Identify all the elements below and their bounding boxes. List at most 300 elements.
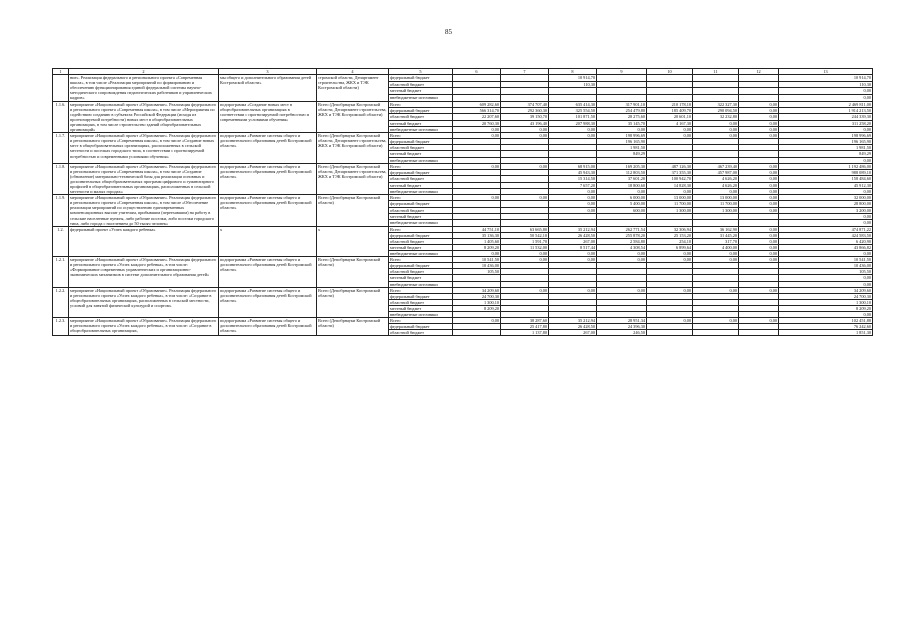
amount-cell: 63 665,80	[501, 226, 549, 232]
amount-cell: 0,00	[779, 88, 873, 95]
amount-cell: 26 428,50	[549, 324, 597, 330]
amount-cell: 0,00	[693, 120, 739, 126]
amount-cell: 0,00	[739, 207, 779, 213]
amount-cell: 11 700,00	[647, 201, 693, 207]
amount-cell: 45 912,30	[779, 182, 873, 188]
subprogram-cell: подпрограмма «Развитие системы общего и дополнительного образования детей Костромской области»	[219, 133, 317, 163]
executor-cell: Всего (Депобрнауки Костромской области, Департамент строительства, ЖКХ и ТЭК Костромской области)	[317, 133, 389, 163]
amount-cell: 267,00	[549, 238, 597, 244]
amount-cell: 4 308,54	[597, 245, 647, 251]
amount-cell: 11 532,00	[501, 245, 549, 251]
measure-name-cell: мероприятие «Национальный проект «Образование». Реализация федерального и регионального проекта «Современная школа», в том числе «Создание (обновление) материально-технической базы для реализации основных и дополнительных общеобразовательных программ цифрового и гуманитарного профилей в общеобразовательных организациях, расположенных в сельской местности и малых городах»	[69, 163, 219, 195]
amount-cell: 8 209,20	[453, 245, 501, 251]
amount-cell: 35 212,94	[549, 318, 597, 324]
amount-cell: 210 178,10	[647, 101, 693, 107]
amount-cell: 0,00	[549, 126, 597, 132]
amount-cell: 457 987,00	[693, 169, 739, 175]
amount-cell: 0,00	[453, 163, 501, 169]
amount-cell: 18 800,60	[597, 182, 647, 188]
amount-cell: 424 583,50	[779, 232, 873, 238]
amount-cell: 8 517,44	[549, 245, 597, 251]
amount-cell	[501, 81, 549, 88]
amount-cell: 290 094,50	[693, 107, 739, 113]
amount-cell: 0,00	[779, 157, 873, 163]
measure-name-cell: мероприятие «Национальный проект «Образование». Реализация федерального и регионального проекта «Успех каждого ребенка», в том числе: «Формирование современных управленческих и организационно-экономических механизмов в системе дополнительного образования детей»	[69, 257, 219, 287]
amount-cell: 0,00	[739, 318, 779, 324]
subprogram-cell: подпрограмма «Развитие системы общего и дополнительного образования детей Костромской области»	[219, 257, 317, 287]
amount-cell: 374 707,40	[501, 101, 549, 107]
amount-cell: 254 479,80	[597, 107, 647, 113]
header-cell: 13	[779, 69, 873, 75]
funding-source-cell: областной бюджет	[389, 207, 453, 213]
amount-cell	[693, 88, 739, 95]
amount-cell	[549, 88, 597, 95]
amount-cell: 15 314,50	[549, 176, 597, 182]
funding-source-cell: Всего	[389, 257, 453, 263]
item-number-cell: 1.1.8.	[53, 163, 69, 195]
executor-cell: Всего (Депобрнауки Костромской области, Департамент строительства, ЖКХ и ТЭК Костромской области)	[317, 163, 389, 195]
amount-cell: 0,00	[597, 251, 647, 257]
amount-cell: 0,00	[739, 101, 779, 107]
amount-cell: 35 212,94	[549, 226, 597, 232]
amount-cell	[501, 94, 549, 101]
amount-cell: 0,00	[647, 251, 693, 257]
amount-cell: 1 300,10	[453, 299, 501, 305]
amount-cell: 322 327,30	[693, 101, 739, 107]
subprogram-cell: мы общего и дополнительного образования детей Костромской области»	[219, 75, 317, 101]
amount-cell: 102 451,88	[779, 318, 873, 324]
item-number-cell: 1.2.	[53, 226, 69, 256]
subprogram-cell: подпрограмма «Развитие системы общего и дополнительного образования детей Костромской области»	[219, 195, 317, 227]
subprogram-cell: подпрограмма «Развитие системы общего и дополнительного образования детей Костромской области»	[219, 163, 317, 195]
amount-cell	[647, 94, 693, 101]
amount-cell: 0,00	[549, 133, 597, 139]
amount-cell: 26 428,50	[549, 232, 597, 238]
amount-cell: 0,00	[739, 251, 779, 257]
amount-cell	[597, 81, 647, 88]
amount-cell: 0,00	[739, 133, 779, 139]
amount-cell: 487 126,30	[647, 163, 693, 169]
amount-cell	[693, 75, 739, 82]
amount-cell: 0,00	[453, 251, 501, 257]
funding-source-cell: внебюджетные источники	[389, 126, 453, 132]
amount-cell	[647, 88, 693, 95]
amount-cell	[739, 94, 779, 101]
amount-cell: 0,00	[739, 188, 779, 194]
amount-cell: 0,00	[739, 245, 779, 251]
amount-cell: 0,00	[597, 287, 647, 293]
funding-source-cell: областной бюджет	[389, 269, 453, 275]
amount-cell: 0,00	[549, 257, 597, 263]
amount-cell: 0,00	[647, 318, 693, 324]
funding-source-cell: Всего	[389, 226, 453, 232]
funding-source-cell: внебюджетные источники	[389, 312, 453, 318]
amount-cell: 0,00	[739, 287, 779, 293]
amount-cell: 8 209,20	[779, 305, 873, 311]
amount-cell: 371 355,30	[647, 169, 693, 175]
funding-source-cell: местный бюджет	[389, 305, 453, 311]
amount-cell: 5 400,00	[597, 201, 647, 207]
amount-cell: 0,00	[693, 133, 739, 139]
funding-source-cell: областной бюджет	[389, 299, 453, 305]
amount-cell: 20 760,30	[453, 120, 501, 126]
executor-cell: Всего (Депобрнауки Костромской области)	[317, 257, 389, 287]
amount-cell: 198 996,69	[597, 133, 647, 139]
amount-cell	[693, 94, 739, 101]
amount-cell: 292 360,30	[501, 107, 549, 113]
amount-cell: 169 205,30	[597, 163, 647, 169]
amount-cell: 207 988,30	[549, 120, 597, 126]
funding-source-cell: областной бюджет	[389, 238, 453, 244]
amount-cell	[501, 75, 549, 82]
amount-cell: 1 914 213,50	[779, 107, 873, 113]
amount-cell: 105,50	[779, 269, 873, 275]
funding-source-cell: федеральный бюджет	[389, 201, 453, 207]
funding-source-cell: областной бюджет	[389, 81, 453, 88]
amount-cell: 0,00	[453, 133, 501, 139]
funding-source-cell: федеральный бюджет	[389, 293, 453, 299]
amount-cell: 6 420,90	[779, 238, 873, 244]
amount-cell: 10 914,70	[549, 75, 597, 82]
amount-cell: 0,00	[739, 114, 779, 120]
amount-cell: 11 700,00	[693, 201, 739, 207]
amount-cell: 32 306,94	[647, 226, 693, 232]
amount-cell: 0,00	[739, 201, 779, 207]
funding-source-cell: Всего	[389, 133, 453, 139]
item-number-cell: 1.2.1.	[53, 257, 69, 287]
measure-name-cell: мероприятие «Национальный проект «Образование». Реализация федерального и регионального проекта «Успех каждого ребенка», в том числе: «Создание в общеобразовательных организациях, расположенных в сельской местности, условий для занятий физической культурой и спортом»	[69, 287, 219, 317]
amount-cell	[739, 75, 779, 82]
amount-cell	[549, 94, 597, 101]
amount-cell: 0,00	[739, 238, 779, 244]
amount-cell: 10 541,50	[453, 257, 501, 263]
amount-cell: 0,00	[739, 120, 779, 126]
amount-cell: 988 089,10	[779, 169, 873, 175]
funding-source-cell: внебюджетные источники	[389, 188, 453, 194]
subprogram-cell: х	[219, 226, 317, 256]
amount-cell	[739, 81, 779, 88]
amount-cell: 262 771,54	[597, 226, 647, 232]
funding-source-cell: Всего	[389, 101, 453, 107]
amount-cell	[597, 94, 647, 101]
amount-cell: 0,00	[597, 257, 647, 263]
amount-cell: 28 951,34	[597, 318, 647, 324]
amount-cell: 0,00	[501, 257, 549, 263]
funding-source-cell: областной бюджет	[389, 330, 453, 336]
amount-cell: 4 400,00	[693, 245, 739, 251]
measure-name-cell: мероприятие «Национальный проект «Образование». Реализация федерального и регионального проекта «Современная школа», в том числе «Мероприятия по содействию созданию в субъектах Российской Федерации (исходя из прогнозируемой потребности) новых мест в общеобразовательных организациях, в том числе строительство зданий общеобразовательных организаций»	[69, 101, 219, 133]
header-cell: 7	[501, 69, 549, 75]
amount-cell: 1 405,60	[453, 238, 501, 244]
funding-source-cell: внебюджетные источники	[389, 251, 453, 257]
amount-cell: 0,00	[693, 251, 739, 257]
amount-cell: 32 000,00	[779, 195, 873, 201]
header-cell: 4	[317, 69, 389, 75]
item-number-cell	[53, 75, 69, 101]
funding-source-cell: местный бюджет	[389, 120, 453, 126]
funding-source-cell: внебюджетные источники	[389, 281, 453, 287]
header-cell: 6	[453, 69, 501, 75]
amount-cell: 36 162,90	[693, 226, 739, 232]
amount-cell: 635 414,30	[549, 101, 597, 107]
amount-cell: 0,00	[597, 126, 647, 132]
amount-cell: 20 601,10	[647, 114, 693, 120]
amount-cell: 22 207,60	[453, 114, 501, 120]
amount-cell: 267,00	[549, 330, 597, 336]
funding-source-cell: внебюджетные источники	[389, 157, 453, 163]
amount-cell: 10 541,50	[779, 257, 873, 263]
item-number-cell: 1.2.3.	[53, 318, 69, 336]
amount-cell: 849,29	[597, 151, 647, 157]
amount-cell: 325 554,50	[549, 107, 597, 113]
amount-cell: 0,00	[501, 163, 549, 169]
item-number-cell: 1.1.7.	[53, 133, 69, 163]
amount-cell	[501, 88, 549, 95]
amount-cell: 0,00	[501, 126, 549, 132]
funding-source-cell: федеральный бюджет	[389, 75, 453, 82]
amount-cell: 0,00	[779, 275, 873, 281]
amount-cell: 317 901,10	[597, 101, 647, 107]
amount-cell: 0,00	[453, 195, 501, 201]
amount-cell: 0,00	[693, 126, 739, 132]
amount-cell	[739, 330, 779, 336]
amount-cell: 10 436,00	[453, 263, 501, 269]
item-number-cell: 1.1.9.	[53, 195, 69, 227]
amount-cell: 246,50	[597, 330, 647, 336]
amount-cell: 0,00	[549, 207, 597, 213]
amount-cell: 101 871,50	[549, 114, 597, 120]
amount-cell: 1 981,50	[779, 145, 873, 151]
funding-source-cell: местный бюджет	[389, 275, 453, 281]
funding-source-cell: местный бюджет	[389, 214, 453, 220]
funding-source-cell: местный бюджет	[389, 245, 453, 251]
amount-cell: 0,00	[739, 257, 779, 263]
funding-source-cell: Всего	[389, 195, 453, 201]
amount-cell	[453, 88, 501, 95]
amount-cell: 24 396,30	[597, 324, 647, 330]
executor-cell: х	[317, 226, 389, 256]
amount-cell: 0,00	[501, 287, 549, 293]
amount-cell: 25 417,80	[501, 324, 549, 330]
amount-cell: 8 209,20	[453, 305, 501, 311]
amount-cell: 0,00	[453, 318, 501, 324]
amount-cell: 0,00	[739, 169, 779, 175]
funding-source-cell: местный бюджет	[389, 88, 453, 95]
amount-cell: 196 165,90	[597, 139, 647, 145]
amount-cell: 6 000,00	[597, 195, 647, 201]
amount-cell: 317,70	[693, 238, 739, 244]
measure-name-cell: мероприятие «Национальный проект «Образование». Реализация федерального и регионального проекта «Современная школа», в том числе «Обеспечение реализации мероприятий по осуществлению единовременных компенсационных выплат учителям, прибывшим (переехавшим) на работу в сельские населенные пункты, либо рабочие поселки, либо поселки городского типа, либо города с населением до 50 тысяч человек»	[69, 195, 219, 227]
funding-source-cell: Всего	[389, 163, 453, 169]
amount-cell: 45 943,30	[549, 169, 597, 175]
amount-cell: 24 700,30	[453, 293, 501, 299]
amount-cell: 0,00	[647, 133, 693, 139]
amount-cell: 1 591,70	[501, 238, 549, 244]
amount-cell: 13 000,00	[647, 195, 693, 201]
amount-cell: 467 239,40	[693, 163, 739, 169]
amount-cell: 0,00	[549, 287, 597, 293]
amount-cell: 25 153,20	[647, 232, 693, 238]
funding-source-cell: Всего	[389, 318, 453, 324]
amount-cell: 112 803,50	[597, 169, 647, 175]
amount-cell: 0,00	[549, 251, 597, 257]
amount-cell	[597, 75, 647, 82]
amount-cell: 35 136,30	[453, 232, 501, 238]
amount-cell: 0,00	[779, 188, 873, 194]
amount-cell: 0,00	[597, 188, 647, 194]
amount-cell: 0,00	[739, 107, 779, 113]
header-cell: 2	[69, 69, 219, 75]
executor-cell: Всего (Депобрнауки Костромской области, Департамент строительства, ЖКХ и ТЭК Костромской области)	[317, 101, 389, 133]
amount-cell: 0,00	[739, 163, 779, 169]
amount-cell	[453, 94, 501, 101]
amount-cell: 31 445,20	[693, 232, 739, 238]
amount-cell: 1 192 486,00	[779, 163, 873, 169]
executor-cell: Всего (Депобрнауки Костромской области)	[317, 195, 389, 227]
amount-cell: 24 700,30	[779, 293, 873, 299]
amount-cell: 185 409,70	[647, 107, 693, 113]
amount-cell: 0,00	[739, 226, 779, 232]
amount-cell: 0,00	[693, 257, 739, 263]
amount-cell: 0,00	[693, 287, 739, 293]
amount-cell: 4 626,20	[693, 182, 739, 188]
amount-cell: 34 209,60	[779, 287, 873, 293]
amount-cell: 28 800,00	[779, 201, 873, 207]
amount-cell: 566 314,70	[453, 107, 501, 113]
executor-cell: Всего (Депобрнауки Костромской области)	[317, 318, 389, 336]
amount-cell: 255 878,20	[597, 232, 647, 238]
amount-cell: 1 300,00	[693, 207, 739, 213]
table-row	[53, 75, 873, 82]
amount-cell: 43 196,40	[501, 120, 549, 126]
amount-cell: 0,00	[739, 176, 779, 182]
amount-cell: 0,00	[779, 251, 873, 257]
amount-cell	[693, 81, 739, 88]
amount-cell: 105,50	[453, 269, 501, 275]
header-cell: 12	[739, 69, 779, 75]
amount-cell: 0,00	[549, 195, 597, 201]
amount-cell: 39 150,70	[501, 114, 549, 120]
amount-cell: 1 300,00	[647, 207, 693, 213]
funding-source-cell: внебюджетные источники	[389, 220, 453, 226]
amount-cell: 198 996,69	[779, 133, 873, 139]
measure-name-cell: мероприятие «Национальный проект «Образование». Реализация федерального и регионального проекта «Современная школа», в том числе «Создание новых мест в общеобразовательных организациях, расположенных в сельской местности и поселках городского типа, в соответствии с прогнозируемой потребностью и современными условиями обучения»	[69, 133, 219, 163]
amount-cell: 0,00	[693, 318, 739, 324]
amount-cell	[453, 81, 501, 88]
header-cell: 1	[53, 69, 69, 75]
amount-cell: 1 981,50	[597, 145, 647, 151]
amount-cell: 254,10	[647, 238, 693, 244]
amount-cell: 110,30	[549, 81, 597, 88]
amount-cell: 44 751,10	[453, 226, 501, 232]
amount-cell: 110,30	[779, 81, 873, 88]
amount-cell: 2 584,80	[597, 238, 647, 244]
funding-source-cell: внебюджетные источники	[389, 94, 453, 101]
header-cell: 3	[219, 69, 317, 75]
amount-cell: 100 942,70	[647, 176, 693, 182]
page-number: 85	[445, 28, 452, 36]
funding-source-cell: местный бюджет	[389, 182, 453, 188]
amount-cell: 13 000,00	[693, 195, 739, 201]
amount-cell: 10 914,70	[779, 75, 873, 82]
amount-cell: 28 275,60	[597, 114, 647, 120]
funding-source-cell: областной бюджет	[389, 114, 453, 120]
funding-source-cell: федеральный бюджет	[389, 324, 453, 330]
amount-cell: 35 145,70	[597, 120, 647, 126]
subprogram-cell: подпрограмма «Создание новых мест в общеобразовательных организациях в соответствии с прогнозируемой потребностью и современными условиями обучения»	[219, 101, 317, 133]
amount-cell	[693, 330, 739, 336]
amount-cell: 10 436,00	[779, 263, 873, 269]
amount-cell: 474 871,22	[779, 226, 873, 232]
amount-cell: 0,00	[779, 94, 873, 101]
funding-source-cell: федеральный бюджет	[389, 139, 453, 145]
measure-name-cell: ние». Реализация федерального и регионального проекта «Современная школа», в том числе «Реализация мероприятий по формированию и обеспечению функционирования единой федеральной системы научно-методического сопровождения педагогических работников и управленческих кадров»	[69, 75, 219, 101]
amount-cell: 196 165,90	[779, 139, 873, 145]
amount-cell: 0,00	[739, 182, 779, 188]
amount-cell: 2 469 811,00	[779, 101, 873, 107]
amount-cell: 0,00	[549, 201, 597, 207]
amount-cell: 38 287,60	[501, 318, 549, 324]
funding-source-cell: местный бюджет	[389, 151, 453, 157]
header-cell: 8	[549, 69, 597, 75]
header-cell: 11	[693, 69, 739, 75]
amount-cell	[647, 81, 693, 88]
amount-cell: 609 282,60	[453, 101, 501, 107]
amount-cell: 0,00	[501, 251, 549, 257]
amount-cell: 0,00	[779, 312, 873, 318]
amount-cell: 7 657,20	[549, 182, 597, 188]
amount-cell	[739, 88, 779, 95]
amount-cell: 0,00	[647, 287, 693, 293]
item-number-cell: 1.1.6.	[53, 101, 69, 133]
funding-source-cell: федеральный бюджет	[389, 169, 453, 175]
funding-source-cell: областной бюджет	[389, 145, 453, 151]
amount-cell: 4 626,20	[693, 176, 739, 182]
amount-cell: 4 167,30	[647, 120, 693, 126]
amount-cell: 600,00	[597, 207, 647, 213]
amount-cell: 0,00	[453, 126, 501, 132]
amount-cell: 1 851,30	[779, 330, 873, 336]
amount-cell: 68 915,00	[549, 163, 597, 169]
executor-cell: Всего (Депобрнауки Костромской области)	[317, 287, 389, 317]
executor-cell: стромской области, Департамент строительства, ЖКХ и ТЭК Костромской области)	[317, 75, 389, 101]
header-cell: 9	[597, 69, 647, 75]
amount-cell: 76 242,60	[779, 324, 873, 330]
amount-cell	[597, 88, 647, 95]
amount-cell: 1 300,10	[779, 299, 873, 305]
funding-source-cell: Всего	[389, 287, 453, 293]
amount-cell: 32 232,80	[693, 114, 739, 120]
amount-cell: 50 542,10	[501, 232, 549, 238]
subprogram-cell: подпрограмма «Развитие системы общего и дополнительного образования детей Костромской области»	[219, 287, 317, 317]
amount-cell: 158 484,60	[779, 176, 873, 182]
amount-cell: 0,00	[739, 232, 779, 238]
amount-cell: 0,00	[693, 188, 739, 194]
amount-cell: 0,00	[739, 126, 779, 132]
amount-cell: 0,00	[779, 281, 873, 287]
amount-cell: 1 137,80	[501, 330, 549, 336]
amount-cell	[647, 75, 693, 82]
amount-cell: 0,00	[647, 188, 693, 194]
amount-cell	[647, 330, 693, 336]
amount-cell: 43 866,82	[779, 245, 873, 251]
amount-cell: 34 209,60	[453, 287, 501, 293]
amount-cell: 244 339,30	[779, 114, 873, 120]
funding-source-cell: областной бюджет	[389, 176, 453, 182]
amount-cell: 0,00	[739, 195, 779, 201]
amount-cell: 849,29	[779, 151, 873, 157]
amount-cell: 0,00	[779, 220, 873, 226]
